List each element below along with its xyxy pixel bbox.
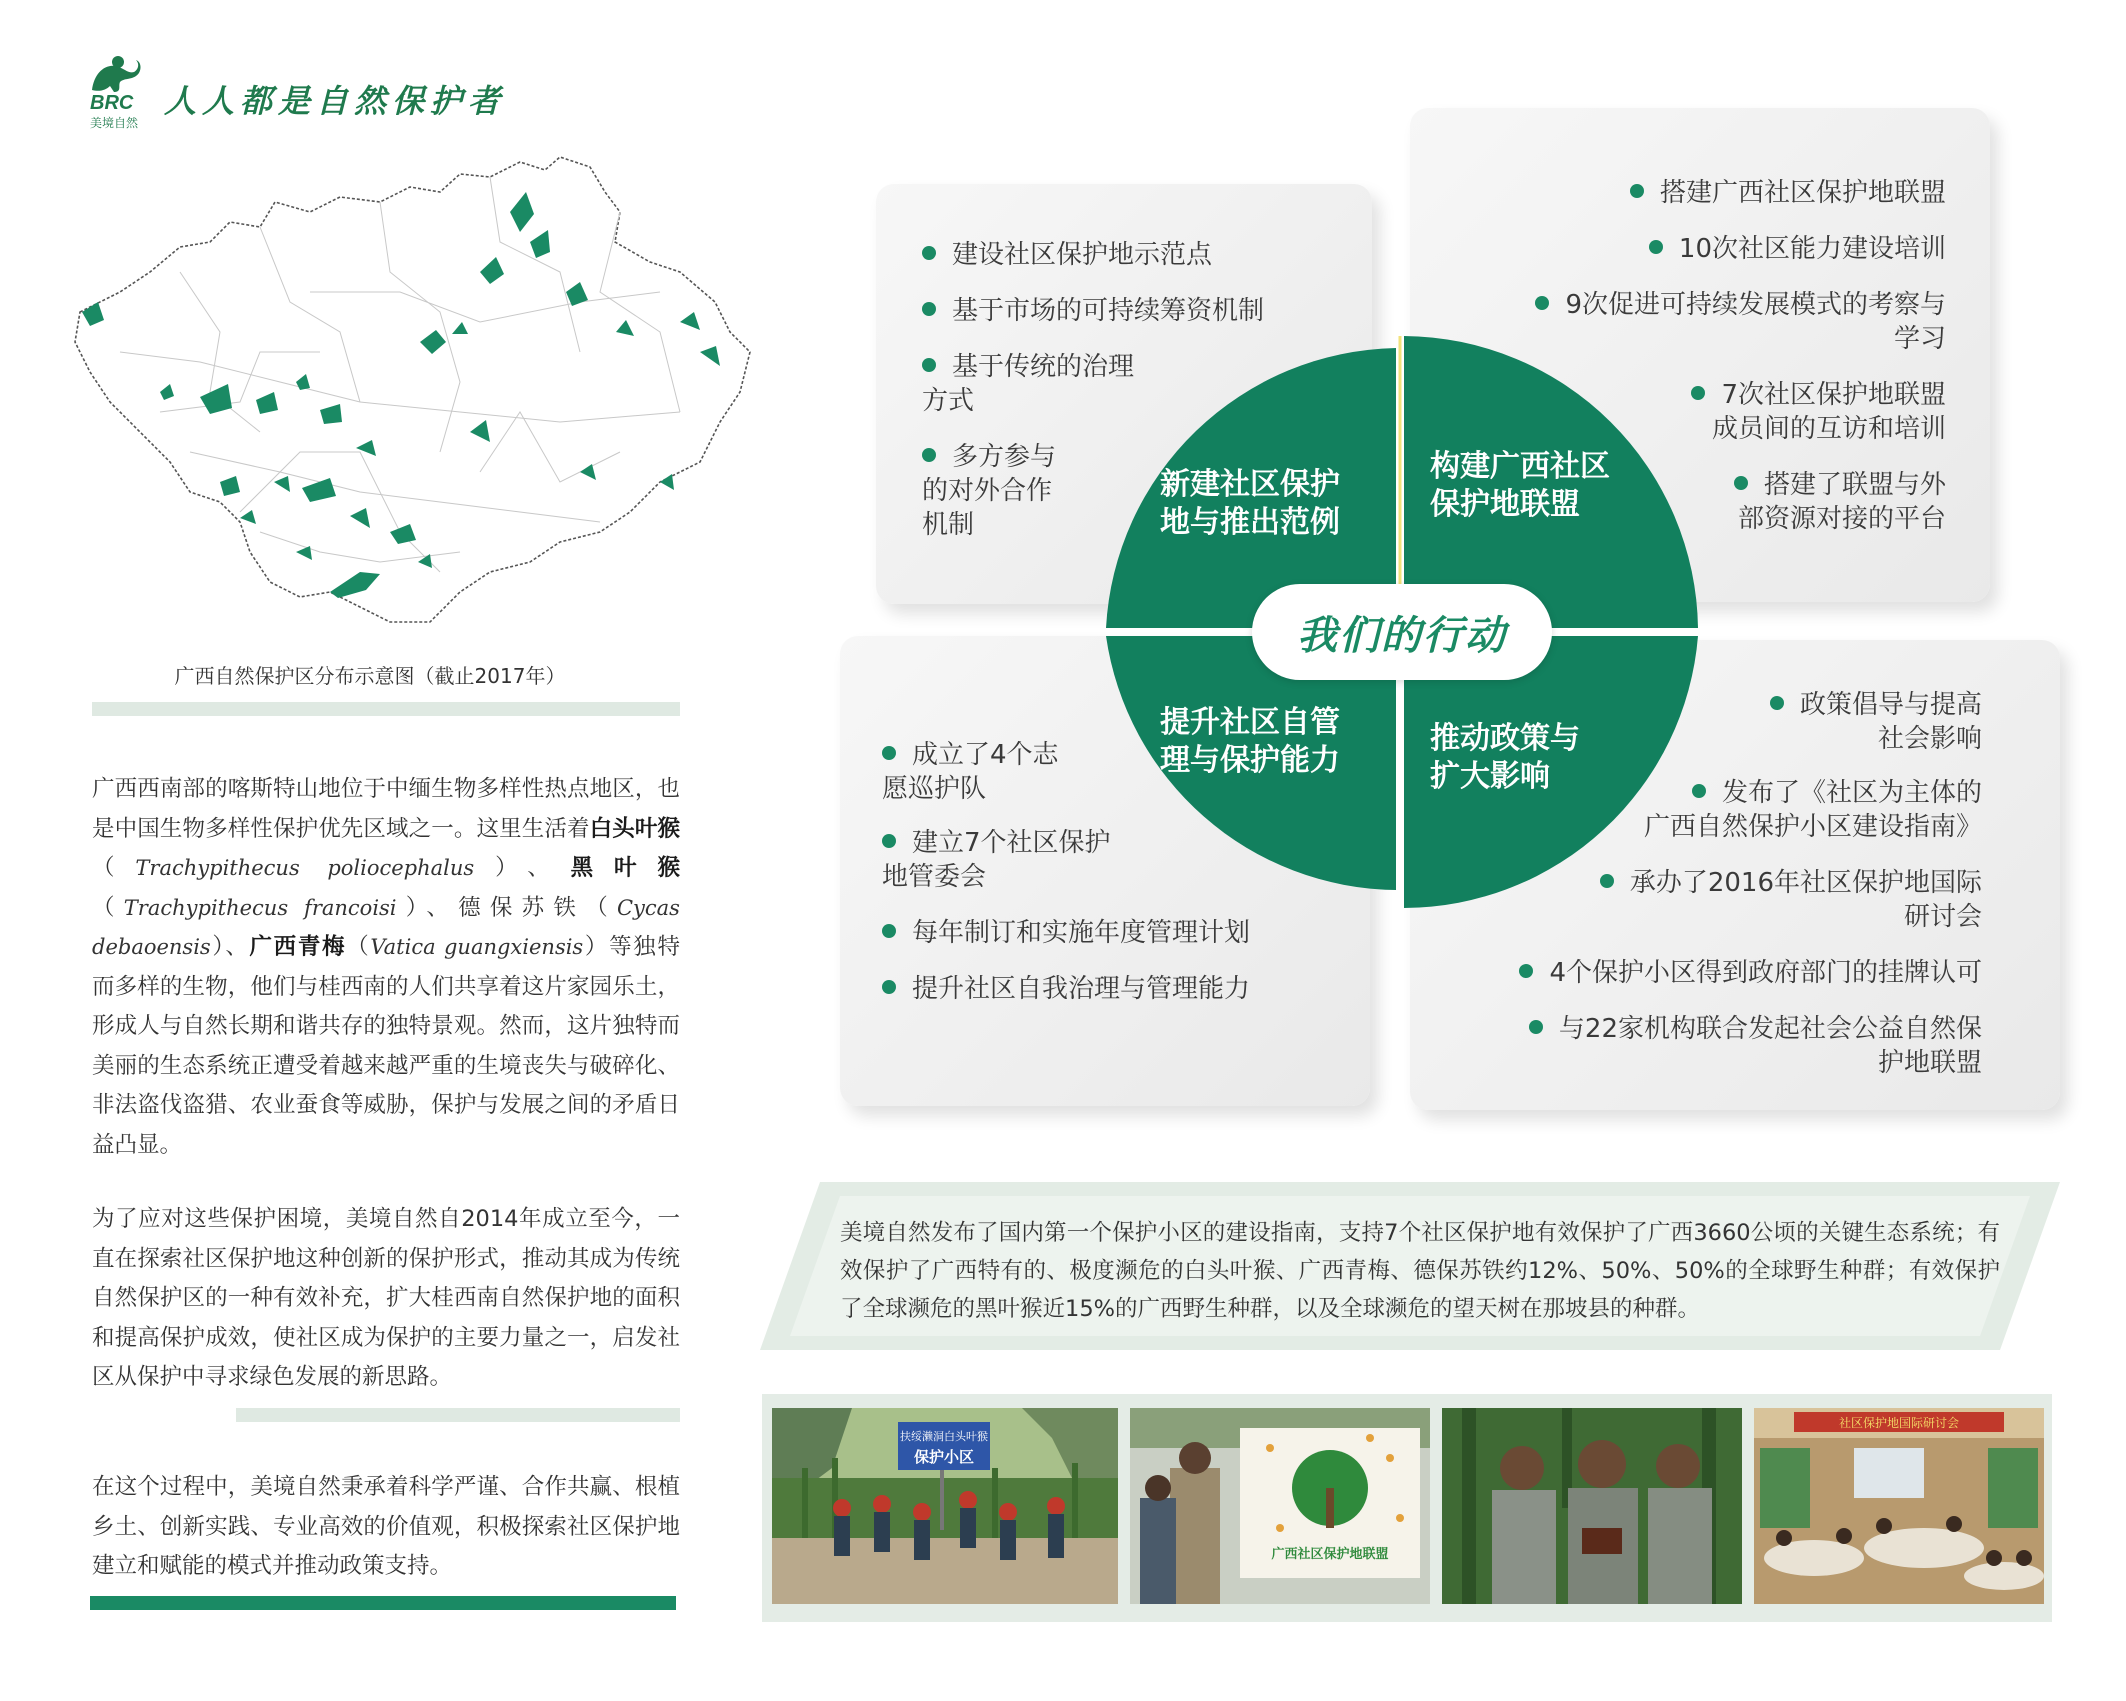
bullet-dot-icon	[1770, 696, 1784, 710]
photo-alliance-banner	[1130, 1408, 1430, 1604]
bullet-text: 发布了《社区为主体的	[1721, 778, 1982, 808]
center-title: 我们的行动	[1297, 611, 1507, 659]
species-cycas: 德保苏铁	[458, 894, 586, 921]
brc-monkey-logo-icon	[84, 52, 144, 96]
label-line: 理与保护能力	[1160, 743, 1340, 778]
tr-bullet-4	[1691, 378, 1946, 446]
tl-bullet-2	[922, 294, 1264, 328]
bullet-text: 的对外合作	[922, 476, 1053, 506]
bullet-dot-icon	[1535, 296, 1549, 310]
bullet-text: 4个保护小区得到政府部门的挂牌认可	[1549, 958, 1982, 988]
quadrant-label-bl	[1160, 704, 1340, 780]
bullet-dot-icon	[1630, 184, 1644, 198]
bl-bullet-2	[882, 826, 1111, 894]
bullet-dot-icon	[882, 980, 896, 994]
tl-bullet-4	[922, 440, 1056, 542]
left-bottom-bar	[90, 1596, 676, 1610]
bullet-dot-icon	[1649, 240, 1663, 254]
bullet-text: 基于传统的治理	[952, 352, 1135, 382]
bullet-text: 提升社区自我治理与管理能力	[912, 974, 1251, 1004]
bullet-text: 基于市场的可持续筹资机制	[952, 296, 1265, 326]
bullet-dot-icon	[882, 834, 896, 848]
photo-jumping-group	[772, 1408, 1118, 1604]
caption-divider	[92, 702, 680, 716]
latin-name: Cycas debaoensis	[92, 895, 680, 959]
bullet-text: 搭建广西社区保护地联盟	[1659, 178, 1946, 208]
bullet-dot-icon	[882, 746, 896, 760]
sign-text-2: 保护小区	[913, 1448, 975, 1466]
bullet-text: 政策倡导与提高	[1799, 690, 1982, 720]
bullet-text: 方式	[922, 386, 975, 416]
br-bullet-1	[1770, 688, 1982, 756]
bullet-text: 研讨会	[1903, 902, 1982, 932]
label-line: 地与推出范例	[1160, 505, 1340, 540]
quadrant-label-br	[1430, 720, 1580, 796]
bullet-text: 多方参与	[952, 442, 1057, 472]
brc-logo	[84, 52, 150, 130]
label-line: 新建社区保护	[1160, 467, 1340, 502]
slogan: 人人都是自然保护者	[164, 82, 507, 120]
bullet-text: 搭建了联盟与外	[1763, 470, 1946, 500]
species-francois-langur: 黑叶猴	[570, 855, 680, 881]
latin-name: Trachypithecus francoisi	[123, 895, 397, 920]
bullet-dot-icon	[1529, 1020, 1543, 1034]
bullet-dot-icon	[922, 358, 936, 372]
center-title-pill	[1252, 584, 1552, 680]
paragraph-divider	[236, 1408, 680, 1422]
bullet-text: 社会影响	[1877, 724, 1982, 754]
bullet-text: 与22家机构联合发起社会公益自然保	[1558, 1014, 1982, 1044]
tl-bullet-1	[922, 238, 1212, 272]
logo-text: BRC	[90, 92, 134, 114]
intro-paragraph-3: 在这个过程中，美境自然秉承着科学严谨、合作共赢、根植乡土、创新实践、专业高效的价值观，积极探索社区保护地建立和赋能的模式并推动政策支持。	[92, 1474, 680, 1579]
p1-text-d: 等独特而多样的生物，他们与桂西南的人们共享着这片家园乐土，形成人与自然长期和谐共存的独特景观。然而，这片独特而美丽的生态系统正遭受着越来越严重的生境丧失与破碎化、非法盗伐盗猎、农业蚕食等威胁，保护与发展之间的矛盾日益凸显。	[92, 934, 680, 1158]
label-line: 扩大影响	[1430, 759, 1550, 794]
intro-paragraph-2: 为了应对这些保护困境，美境自然自2014年成立至今，一直在探索社区保护地这种创新的保护形式，推动其成为传统自然保护区的一种有效补充，扩大桂西南自然保护地的面积和提高保护成效，使社区成为保护的主要力量之一，启发社区从保护中寻求绿色发展的新思路。	[92, 1206, 680, 1390]
species-white-headed-langur: 白头叶猴	[589, 815, 680, 842]
bullet-text: 学习	[1893, 324, 1946, 354]
guangxi-protected-areas-map-icon	[60, 152, 760, 642]
bullet-dot-icon	[922, 246, 936, 260]
species-vatica: 广西青梅	[249, 934, 347, 960]
bullet-text: 成员间的互访和培训	[1711, 414, 1946, 444]
bullet-text: 部资源对接的平台	[1737, 504, 1946, 534]
label-line: 推动政策与	[1430, 721, 1580, 756]
tr-bullet-5	[1734, 468, 1946, 536]
photo-rangers-reading	[1442, 1408, 1742, 1604]
bl-bullet-1	[882, 738, 1059, 806]
photo-conference	[1754, 1408, 2044, 1604]
latin-name: Trachypithecus poliocephalus	[135, 856, 475, 880]
summary-text: 美境自然发布了国内第一个保护小区的建设指南，支持7个社区保护地有效保护了广西3660公顷的关键生态系统；有效保护了广西特有的、极度濒危的白头叶猴、广西青梅、德保苏铁约12%、50%、50%的全球野生种群；有效保护了全球濒危的黑叶猴近15%的广西野生种群，以及全球濒危的望天树在那坡县的种群。	[840, 1220, 2000, 1322]
bullet-text: 建设社区保护地示范点	[952, 240, 1213, 270]
conference-banner-text: 社区保护地国际研讨会	[1838, 1416, 1960, 1430]
bullet-text: 每年制订和实施年度管理计划	[912, 918, 1251, 948]
sign-text-1: 扶绥濑洞白头叶猴	[900, 1430, 988, 1443]
guangxi-map	[60, 152, 760, 642]
quadrant-label-tr	[1430, 448, 1610, 524]
bullet-text: 建立7个社区保护	[912, 828, 1111, 858]
br-bullet-4	[1519, 956, 1982, 990]
bullet-text: 9次促进可持续发展模式的考察与	[1565, 290, 1946, 320]
tr-bullet-1	[1630, 176, 1946, 210]
bullet-text: 10次社区能力建设培训	[1678, 234, 1946, 264]
label-line: 保护地联盟	[1430, 487, 1580, 522]
bullet-text: 成立了4个志	[912, 740, 1059, 770]
bullet-text: 愿巡护队	[882, 774, 987, 804]
bullet-dot-icon	[922, 448, 936, 462]
bullet-text: 7次社区保护地联盟	[1721, 380, 1946, 410]
p1-text-a: 广西西南部的喀斯特山地位于中缅生物多样性热点地区，也是中国生物多样性保护优先区域之一。这里生活着	[92, 776, 680, 842]
bullet-text: 地管委会	[882, 862, 987, 892]
tr-bullet-2	[1649, 232, 1946, 266]
bullet-text: 广西自然保护小区建设指南》	[1643, 812, 1982, 842]
logo-cn-text: 美境自然	[90, 116, 139, 130]
intro-paragraph-1: 广西西南部的喀斯特山地位于中缅生物多样性热点地区，也是中国生物多样性保护优先区域之一。这里生活着白头叶猴（Trachypithecus poliocephalus）、黑叶猴（Trachypithecus francoisi）、德保苏铁（Cycas debaoensis）、广西青梅（Vatica guangxiensis）等独特而多样的生物，他们与桂西南的人们共享着这片家园乐土，形成人与自然长期和谐共存的独特景观。然而，这片独特而美丽的生态系统正遭受着越来越严重的生境丧失与破碎化、非法盗伐盗猎、农业蚕食等威胁，保护与发展之间的矛盾日益凸显。	[92, 776, 680, 1158]
bl-bullet-4	[882, 972, 1250, 1006]
bullet-text: 护地联盟	[1877, 1048, 1982, 1078]
bullet-text: 承办了2016年社区保护地国际	[1629, 868, 1982, 898]
map-caption: 广西自然保护区分布示意图（截止2017年）	[174, 664, 566, 688]
label-line: 构建广西社区	[1430, 449, 1610, 484]
br-bullet-5	[1529, 1012, 1982, 1080]
bullet-dot-icon	[882, 924, 896, 938]
bullet-dot-icon	[1519, 964, 1533, 978]
latin-name: Vatica guangxiensis	[370, 935, 584, 959]
bullet-dot-icon	[922, 302, 936, 316]
quadrant-label-tl	[1160, 466, 1340, 542]
banner-text: 广西社区保护地联盟	[1271, 1547, 1389, 1562]
label-line: 提升社区自管	[1160, 705, 1340, 740]
bullet-dot-icon	[1734, 476, 1748, 490]
bullet-text: 机制	[922, 510, 975, 540]
